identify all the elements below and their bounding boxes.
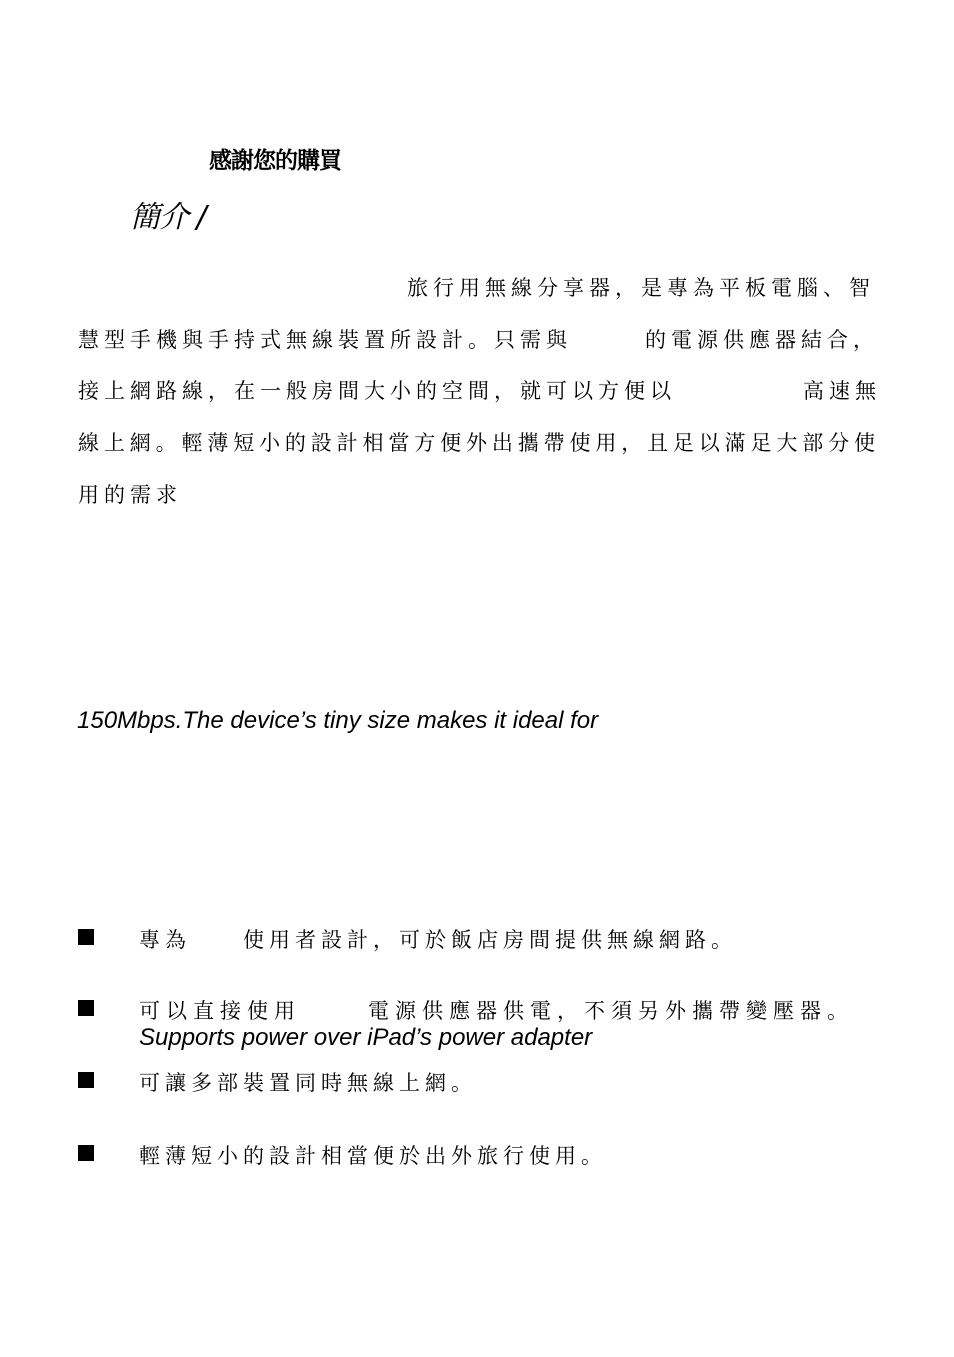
intro-cn-line-3b: 高速無 — [803, 379, 881, 403]
thanks-heading: 感謝您的購買 — [209, 148, 341, 174]
bullet-icon — [78, 929, 94, 945]
intro-cn-line-3a: 接上網路線，在一般房間大小的空間，就可以方便以 — [78, 379, 676, 403]
intro-cn-line-2a: 慧型手機與手持式無線裝置所設計。只需與 — [78, 328, 572, 352]
intro-cn-line-2b: 的電源供應器結合， — [645, 328, 879, 352]
feature-3-a: 可讓多部裝置同時無線上網。 — [139, 1071, 477, 1095]
bullet-icon — [78, 1072, 94, 1088]
feature-4-a: 輕薄短小的設計相當便於出外旅行使用。 — [139, 1144, 607, 1168]
intro-cn-line-4: 線上網。輕薄短小的設計相當方便外出攜帶使用，且足以滿足大部分使 — [78, 431, 878, 455]
feature-1-a: 專為 — [139, 928, 191, 952]
feature-2-a: 可以直接使用 — [139, 999, 301, 1023]
intro-cn-line-1: 旅行用無線分享器，是專為平板電腦、智 — [407, 276, 875, 300]
feature-1-b: 使用者設計，可於飯店房間提供無線網路。 — [243, 928, 737, 952]
feature-2-en: Supports power over iPad’s power adapter — [139, 1024, 593, 1051]
feature-2-b: 電源供應器供電，不須另外攜帶變壓器。 — [368, 999, 854, 1023]
intro-en-line-1: 150Mbps.The device’s tiny size makes it ideal for — [77, 707, 599, 734]
intro-cn-line-5: 用的需求 — [78, 483, 182, 507]
bullet-icon — [78, 1145, 94, 1161]
intro-heading: 簡介 / — [130, 200, 206, 235]
bullet-icon — [78, 1000, 94, 1016]
